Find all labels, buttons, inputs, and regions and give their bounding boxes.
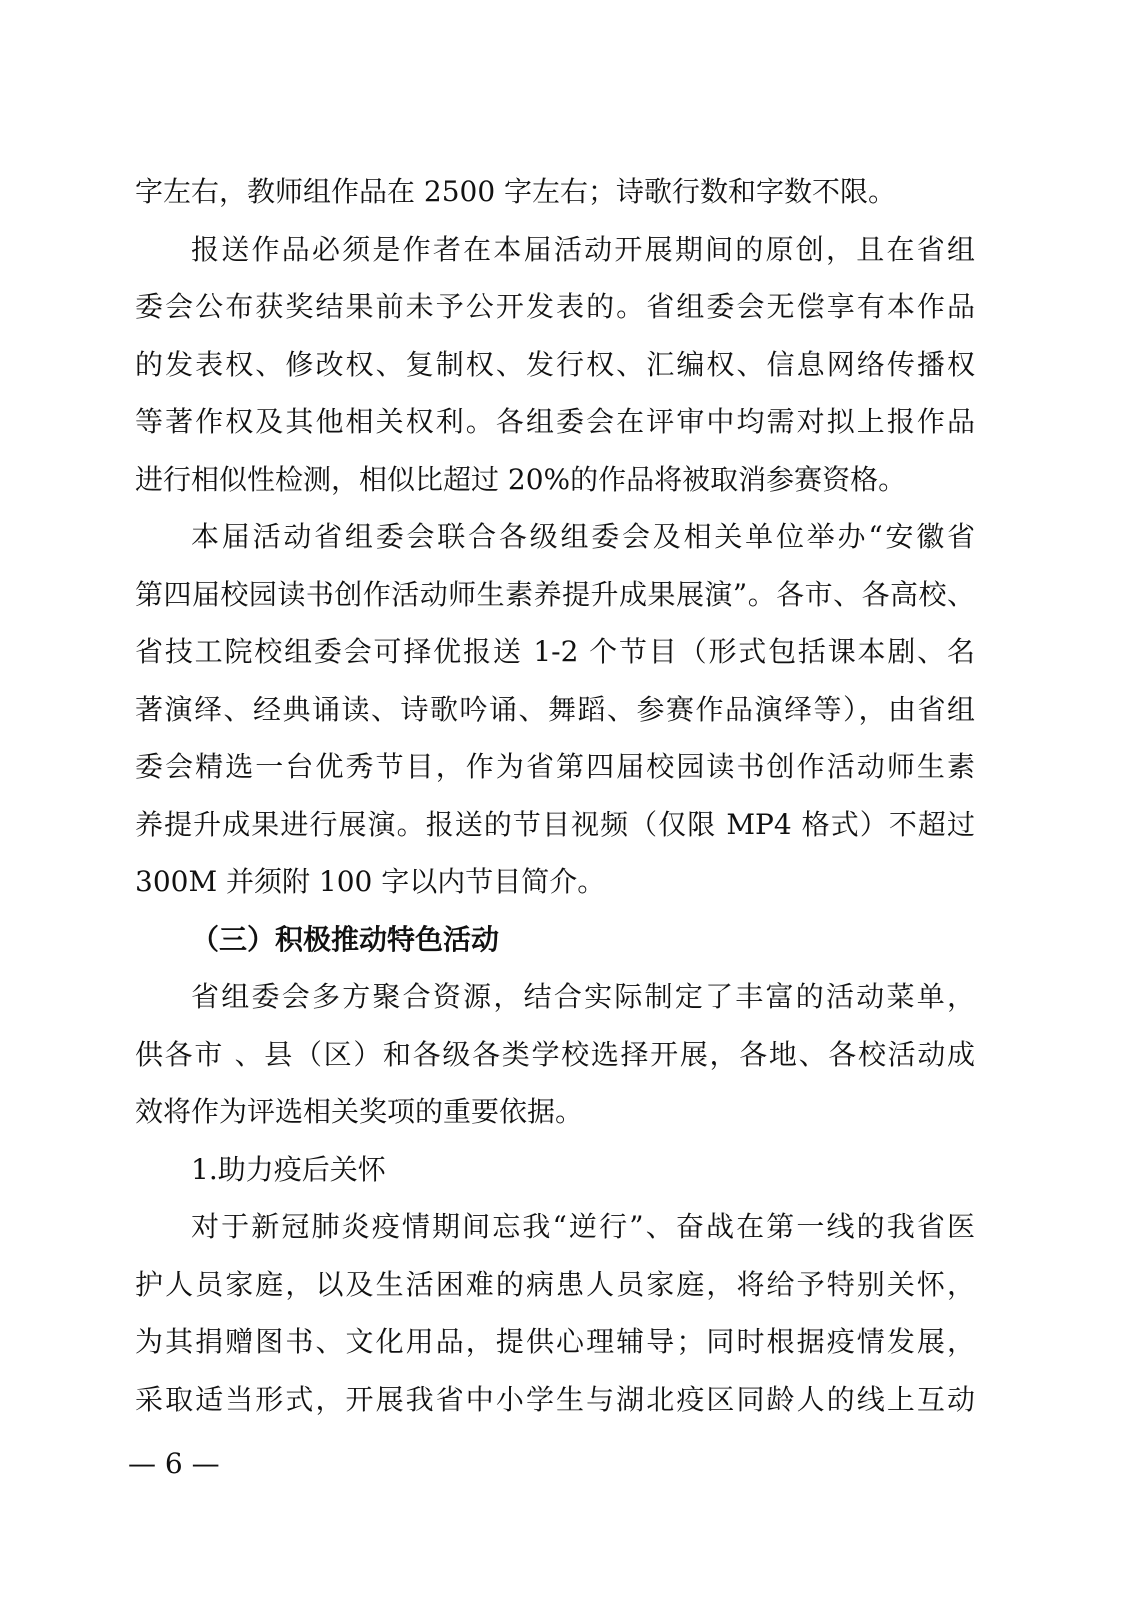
text-line: 进行相似性检测，相似比超过 20%的作品将被取消参赛资格。 [135,462,907,496]
page-number: — 6 — [128,1447,220,1480]
text-line: 的发表权、修改权、复制权、发行权、汇编权、信息网络传播权 [135,347,975,381]
text-line: 字左右，教师组作品在 2500 字左右；诗歌行数和字数不限。 [135,175,897,208]
body-text [135,163,975,1428]
text-line: 养提升成果进行展演。报送的节目视频（仅限 MP4 格式）不超过 [135,807,975,841]
text-line: 供各市 、县（区）和各级各类学校选择开展，各地、各校活动成 [135,1037,975,1071]
text-line: 著演绎、经典诵读、诗歌吟诵、舞蹈、参赛作品演绎等），由省组 [135,692,975,726]
text-line: 1.助力疫后关怀 [191,1152,386,1186]
text-line: 省技工院校组委会可择优报送 1-2 个节目（形式包括课本剧、名 [135,635,975,668]
text-line: 等著作权及其他相关权利。各组委会在评审中均需对拟上报作品 [135,405,975,438]
text-line: 效将作为评选相关奖项的重要依据。 [135,1095,584,1128]
text-line: 对于新冠肺炎疫情期间忘我“逆行”、奋战在第一线的我省医 [191,1210,975,1243]
section-heading: （三）积极推动特色活动 [191,922,500,956]
text-line: 护人员家庭，以及生活困难的病患人员家庭，将给予特别关怀， [135,1267,975,1301]
text-line: 第四届校园读书创作活动师生素养提升成果展演”。各市、各高校、 [135,577,975,611]
text-line: 委会公布获奖结果前未予公开发表的。省组委会无偿享有本作品 [135,290,975,323]
text-line: 本届活动省组委会联合各级组委会及相关单位举办“安徽省 [191,520,975,553]
text-line: 报送作品必须是作者在本届活动开展期间的原创，且在省组 [191,232,975,266]
text-line: 为其捐赠图书、文化用品，提供心理辅导；同时根据疫情发展， [135,1325,975,1358]
text-line: 采取适当形式，开展我省中小学生与湖北疫区同龄人的线上互动 [135,1382,975,1416]
text-line: 省组委会多方聚合资源，结合实际制定了丰富的活动菜单， [191,980,975,1013]
text-line: 委会精选一台优秀节目，作为省第四届校园读书创作活动师生素 [135,750,975,783]
text-line: 300M 并须附 100 字以内节目简介。 [135,865,606,898]
